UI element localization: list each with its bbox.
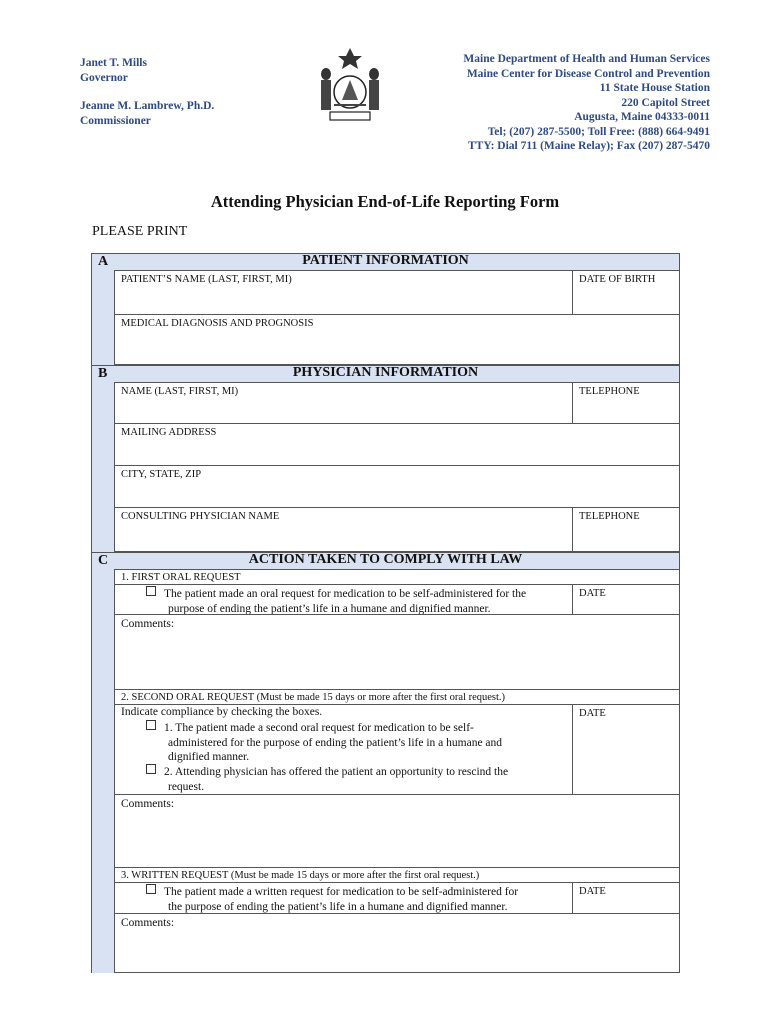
section-c-letter: C bbox=[98, 553, 109, 568]
second-request-item1-line1: 1. The patient made a second oral request for medication to be self- bbox=[164, 722, 474, 734]
first-request-comments-label: Comments: bbox=[121, 618, 175, 630]
second-request-heading-row bbox=[114, 689, 680, 705]
physician-name-label: NAME (LAST, FIRST, MI) bbox=[121, 386, 239, 397]
second-request-item1-line3: dignified manner. bbox=[168, 751, 250, 763]
patient-name-label: PATIENT’S NAME (LAST, FIRST, MI) bbox=[121, 274, 292, 285]
written-request-date-field[interactable] bbox=[572, 882, 680, 914]
header-left bbox=[80, 56, 214, 128]
first-request-date-field[interactable] bbox=[572, 584, 680, 615]
second-request-heading: 2. SECOND ORAL REQUEST (Must be made 15 days or more after the first oral request.) bbox=[121, 692, 506, 703]
first-request-heading: 1. FIRST ORAL REQUEST bbox=[121, 572, 241, 583]
consulting-telephone-label: TELEPHONE bbox=[579, 511, 640, 522]
first-request-comments-field[interactable] bbox=[114, 614, 680, 690]
section-a-band bbox=[91, 253, 680, 271]
section-b-band bbox=[91, 365, 680, 383]
dept-line: 11 State House Station bbox=[599, 82, 710, 94]
first-request-statement bbox=[146, 586, 526, 616]
section-b-letter: B bbox=[98, 366, 108, 381]
consulting-physician-label: CONSULTING PHYSICIAN NAME bbox=[121, 511, 280, 522]
mailing-address-field[interactable] bbox=[114, 423, 680, 466]
section-b-sidebar bbox=[91, 382, 115, 552]
second-request-item2 bbox=[146, 764, 508, 794]
mailing-address-label: MAILING ADDRESS bbox=[121, 427, 217, 438]
dept-line: Maine Department of Health and Human Services bbox=[463, 53, 710, 65]
diagnosis-field[interactable] bbox=[114, 314, 680, 365]
first-request-date-label: DATE bbox=[579, 588, 606, 599]
city-state-zip-field[interactable] bbox=[114, 465, 680, 508]
second-request-item1 bbox=[146, 720, 502, 765]
header-right bbox=[463, 52, 710, 154]
physician-telephone-label: TELEPHONE bbox=[579, 386, 640, 397]
section-a-sidebar bbox=[91, 270, 115, 365]
first-request-checkbox[interactable] bbox=[146, 586, 156, 596]
second-request-item2-line2: request. bbox=[168, 780, 205, 793]
second-request-item2-checkbox[interactable] bbox=[146, 764, 156, 774]
dept-line: TTY: Dial 711 (Maine Relay); Fax (207) 287-5470 bbox=[467, 140, 710, 152]
written-request-checkbox[interactable] bbox=[146, 884, 156, 894]
dob-label: DATE OF BIRTH bbox=[579, 274, 656, 285]
please-print: PLEASE PRINT bbox=[92, 224, 188, 239]
section-c-band bbox=[91, 552, 680, 570]
written-request-date-label: DATE bbox=[579, 886, 606, 897]
section-a-title: PATIENT INFORMATION bbox=[302, 253, 469, 268]
section-a-letter: A bbox=[98, 254, 109, 269]
dept-line: Tel; (207) 287-5500; Toll Free: (888) 664-9491 bbox=[487, 125, 710, 138]
diagnosis-label: MEDICAL DIAGNOSIS AND PROGNOSIS bbox=[121, 318, 314, 329]
consulting-telephone-field[interactable] bbox=[572, 507, 680, 552]
second-request-date-label: DATE bbox=[579, 708, 606, 719]
written-request-heading-row bbox=[114, 867, 680, 883]
written-request-line2: the purpose of ending the patient’s life in a humane and dignified manner. bbox=[168, 900, 508, 913]
written-request-line1: The patient made a written request for medication to be self-administered for bbox=[164, 886, 519, 898]
second-request-comments-field[interactable] bbox=[114, 794, 680, 868]
written-request-statement bbox=[146, 884, 518, 914]
governor-name: Janet T. Mills bbox=[80, 57, 147, 69]
commissioner-title: Commissioner bbox=[80, 114, 151, 127]
dept-line: Maine Center for Disease Control and Prevention bbox=[466, 67, 710, 80]
physician-name-field[interactable] bbox=[114, 382, 573, 424]
written-request-heading: 3. WRITTEN REQUEST (Must be made 15 days or more after the first oral request.) bbox=[121, 870, 480, 881]
section-c-sidebar bbox=[91, 569, 115, 973]
governor-title: Governor bbox=[80, 71, 128, 84]
section-b-title: PHYSICIAN INFORMATION bbox=[292, 365, 479, 380]
second-request-item1-checkbox[interactable] bbox=[146, 720, 156, 730]
commissioner-name: Jeanne M. Lambrew, Ph.D. bbox=[80, 100, 215, 112]
second-request-comments-label: Comments: bbox=[121, 798, 175, 810]
dob-field[interactable] bbox=[572, 270, 680, 315]
dept-line: Augusta, Maine 04333-0011 bbox=[574, 111, 710, 123]
second-request-item1-line2: administered for the purpose of ending the patient’s life in a humane and bbox=[168, 736, 503, 749]
city-state-zip-label: CITY, STATE, ZIP bbox=[121, 469, 202, 480]
patient-name-field[interactable] bbox=[114, 270, 573, 315]
physician-telephone-field[interactable] bbox=[572, 382, 680, 424]
second-request-instruction: Indicate compliance by checking the boxes. bbox=[121, 706, 323, 718]
section-c-title: ACTION TAKEN TO COMPLY WITH LAW bbox=[248, 552, 523, 567]
written-request-comments-field[interactable] bbox=[114, 913, 680, 973]
first-request-line2: purpose of ending the patient’s life in a humane and dignified manner. bbox=[168, 602, 491, 615]
dept-line: 220 Capitol Street bbox=[621, 96, 710, 109]
maine-seal-logo bbox=[312, 46, 388, 126]
second-request-item2-line1: 2. Attending physician has offered the patient an opportunity to rescind the bbox=[164, 766, 509, 778]
second-request-date-field[interactable] bbox=[572, 704, 680, 795]
first-request-heading-row bbox=[114, 569, 680, 585]
consulting-physician-field[interactable] bbox=[114, 507, 573, 552]
form-title: Attending Physician End-of-Life Reporting Form bbox=[210, 192, 560, 211]
written-request-comments-label: Comments: bbox=[121, 917, 175, 929]
first-request-line1: The patient made an oral request for medication to be self-administered for the bbox=[164, 588, 527, 600]
